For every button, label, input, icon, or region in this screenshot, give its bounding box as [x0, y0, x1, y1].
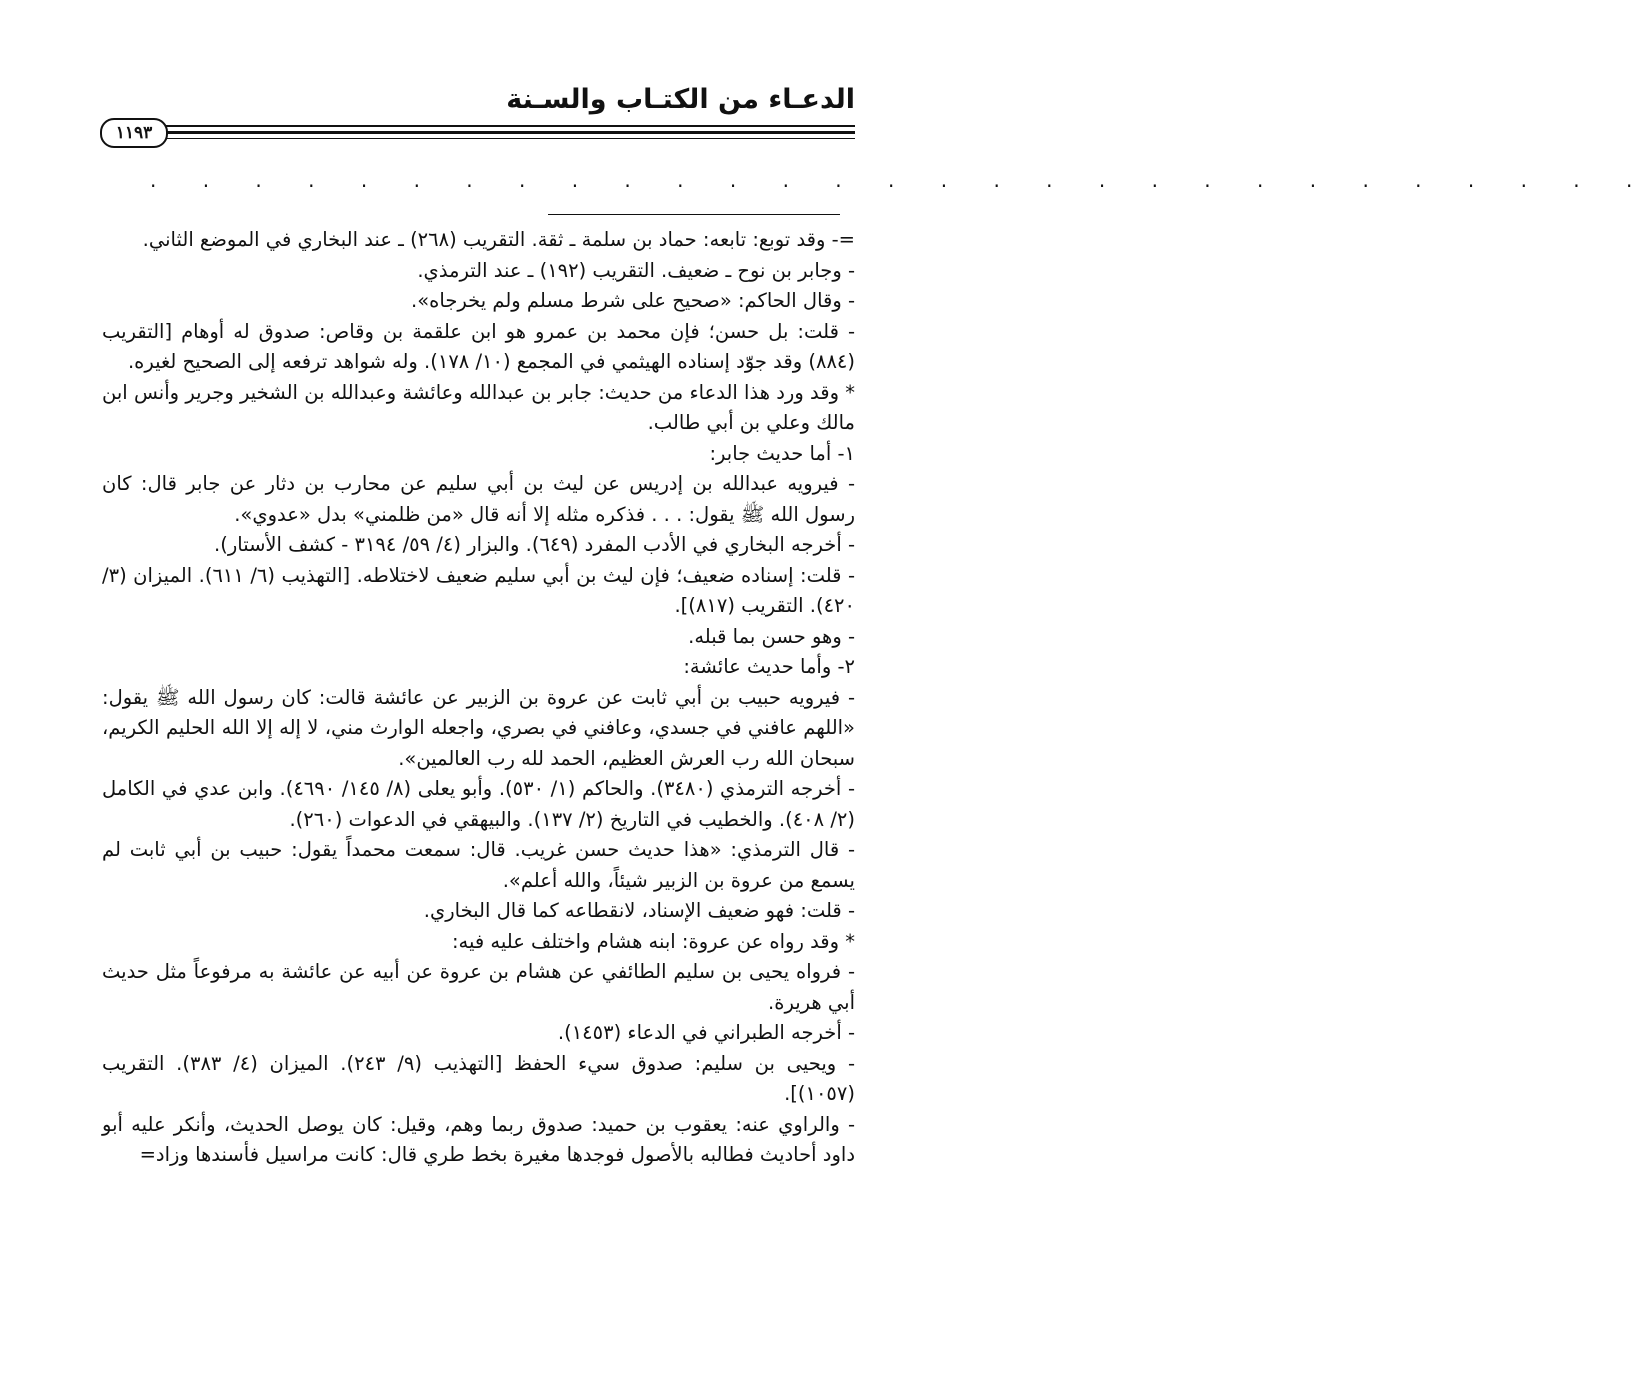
footnote-text [102, 225, 855, 1171]
page-header [100, 84, 855, 146]
text-line: * وقد ورد هذا الدعاء من حديث: جابر بن عبدالله وعائشة وعبدالله بن الشخير وجرير وأنس ابن مالك وعلي بن أبي طالب. [102, 380, 855, 434]
text-line: - ويحيى بن سليم: صدوق سيء الحفظ [التهذيب (٩/ ٢٤٣). الميزان (٤/ ٣٨٣). التقريب (١٠٥٧)]. [102, 1051, 855, 1105]
text-line: - قال الترمذي: «هذا حديث حسن غريب. قال: سمعت محمداً يقول: حبيب بن أبي ثابت لم يسمع من عروة بن الزبير شيئاً، والله أعلم». [102, 838, 855, 892]
text-line: =- وقد توبع: تابعه: حماد بن سلمة ـ ثقة. التقريب (٢٦٨) ـ عند البخاري في الموضع الثاني. [142, 228, 855, 251]
text-line: - وهو حسن بما قبله. [688, 624, 855, 648]
text-line: - قلت: إسناده ضعيف؛ فإن ليث بن أبي سليم ضعيف لاختلاطه. [التهذيب (٦/ ٦١١). الميزان (٣/ ٤٢٠). التقريب (٨١٧)]. [102, 563, 855, 617]
section-heading: ٢- وأما حديث عائشة: [683, 655, 855, 678]
header-rule [162, 125, 855, 127]
text-line: - قلت: فهو ضعيف الإسناد، لانقطاعه كما قال البخاري. [423, 899, 855, 922]
text-line: - قلت: بل حسن؛ فإن محمد بن عمرو هو ابن علقمة بن وقاص: صدوق له أوهام [التقريب (٨٨٤) وقد جوّد إسناده الهيثمي في المجمع (١٠/ ١٧٨). وله شواهد ترفعه إلى الصحيح لغيره. [102, 319, 855, 373]
text-line: - وجابر بن نوح ـ ضعيف. التقريب (١٩٢) ـ عند الترمذي. [417, 258, 855, 282]
page-number: ١١٩٣ [100, 118, 168, 148]
text-line: - أخرجه البخاري في الأدب المفرد (٦٤٩). والبزار (٤/ ٥٩/ ٣١٩٤ - كشف الأستار). [214, 533, 855, 556]
header-rule [162, 131, 855, 134]
text-line: - فيرويه عبدالله بن إدريس عن ليث بن أبي سليم عن محارب بن دثار عن جابر قال: كان رسول الله ﷺ يقول: . . . فذكره مثله إلا أنه قال «من ظلمني» بدل «عدوي». [102, 472, 855, 526]
text-line: * وقد رواه عن عروة: ابنه هشام واختلف عليه فيه: [451, 929, 855, 953]
text-line: - فيرويه حبيب بن أبي ثابت عن عروة بن الزبير عن عائشة قالت: كان رسول الله ﷺ يقول: «اللهم عافني في جسدي، وعافني في بصري، واجعله الوارث مني، لا إله إلا الله الحليم الكريم، سبحان الله رب العرش العظيم، الحمد لله رب العالمين». [102, 685, 855, 770]
ellipsis-separator: . . . . . . . . . . . . . . . . . . . . . . . . . . . . . [150, 168, 1652, 192]
footnote-rule [548, 214, 840, 215]
section-heading: ١- أما حديث جابر: [709, 441, 855, 465]
text-line: - أخرجه الطبراني في الدعاء (١٤٥٣). [557, 1021, 855, 1044]
text-line: - وقال الحاكم: «صحيح على شرط مسلم ولم يخرجاه». [411, 289, 855, 312]
book-title: الدعـاء من الكتـاب والسـنة [506, 84, 855, 115]
text-line: - أخرجه الترمذي (٣٤٨٠). والحاكم (١/ ٥٣٠). وأبو يعلى (٨/ ١٤٥/ ٤٦٩٠). وابن عدي في الكامل (٢/ ٤٠٨). والخطيب في التاريخ (٢/ ١٣٧). والبيهقي في الدعوات (٢٦٠). [102, 777, 855, 831]
header-rule [162, 138, 855, 139]
text-line: - فرواه يحيى بن سليم الطائفي عن هشام بن عروة عن أبيه عن عائشة به مرفوعاً مثل حديث أبي هريرة. [102, 960, 855, 1014]
text-line: - والراوي عنه: يعقوب بن حميد: صدوق ربما وهم، وقيل: كان يوصل الحديث، وأنكر عليه أبو داود أحاديث فطالبه بالأصول فوجدها مغيرة بخط طري قال: كانت مراسيل فأسندها وزاد= [102, 1112, 855, 1166]
